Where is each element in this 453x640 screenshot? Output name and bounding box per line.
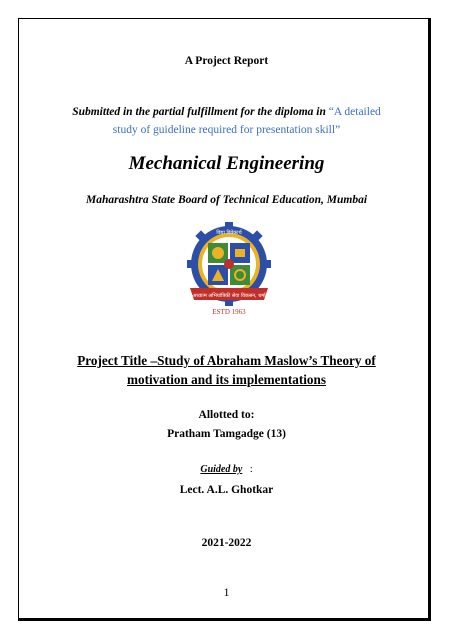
submitted-line-1 xyxy=(0,106,453,118)
student-name: Pratham Tamgadge (13) xyxy=(167,428,286,440)
logo-svg xyxy=(186,222,272,322)
msbte-emblem-icon xyxy=(186,222,272,322)
guided-by-separator: : xyxy=(249,464,253,475)
logo-top-text: विद्या विवेकार्थ xyxy=(216,230,242,236)
allotted-label: Allotted to: xyxy=(198,409,255,421)
academic-year: 2021-2022 xyxy=(201,537,252,549)
guide-name: Lect. A.L. Ghotkar xyxy=(179,484,274,496)
project-title-prefix: Project Title – xyxy=(77,353,158,368)
board-name: Maharashtra State Board of Technical Education, Mumbai xyxy=(85,194,368,206)
submitted-quote-2: study of guideline required for presentation skill” xyxy=(112,124,341,136)
page-number: 1 xyxy=(223,585,230,599)
ribbon-icon xyxy=(190,288,268,300)
logo-ribbon-text: अध्यात्म अभियांत्रिकी सेवा विकसन, धर्मा xyxy=(192,293,266,299)
submitted-quote-1: “A detailed xyxy=(328,106,381,118)
department-title: Mechanical Engineering xyxy=(128,153,325,174)
guided-by-line xyxy=(0,464,453,475)
submitted-prefix: Submitted in the partial fulfillment for the diploma in xyxy=(72,106,329,118)
project-title-text: Study of Abraham Maslow’s Theory of motivation and its implementations xyxy=(127,353,376,387)
logo-estd-text: ESTD 1963 xyxy=(212,308,246,316)
guided-by-label: Guided by xyxy=(200,464,243,475)
report-heading: A Project Report xyxy=(184,55,269,67)
project-title xyxy=(60,351,393,389)
